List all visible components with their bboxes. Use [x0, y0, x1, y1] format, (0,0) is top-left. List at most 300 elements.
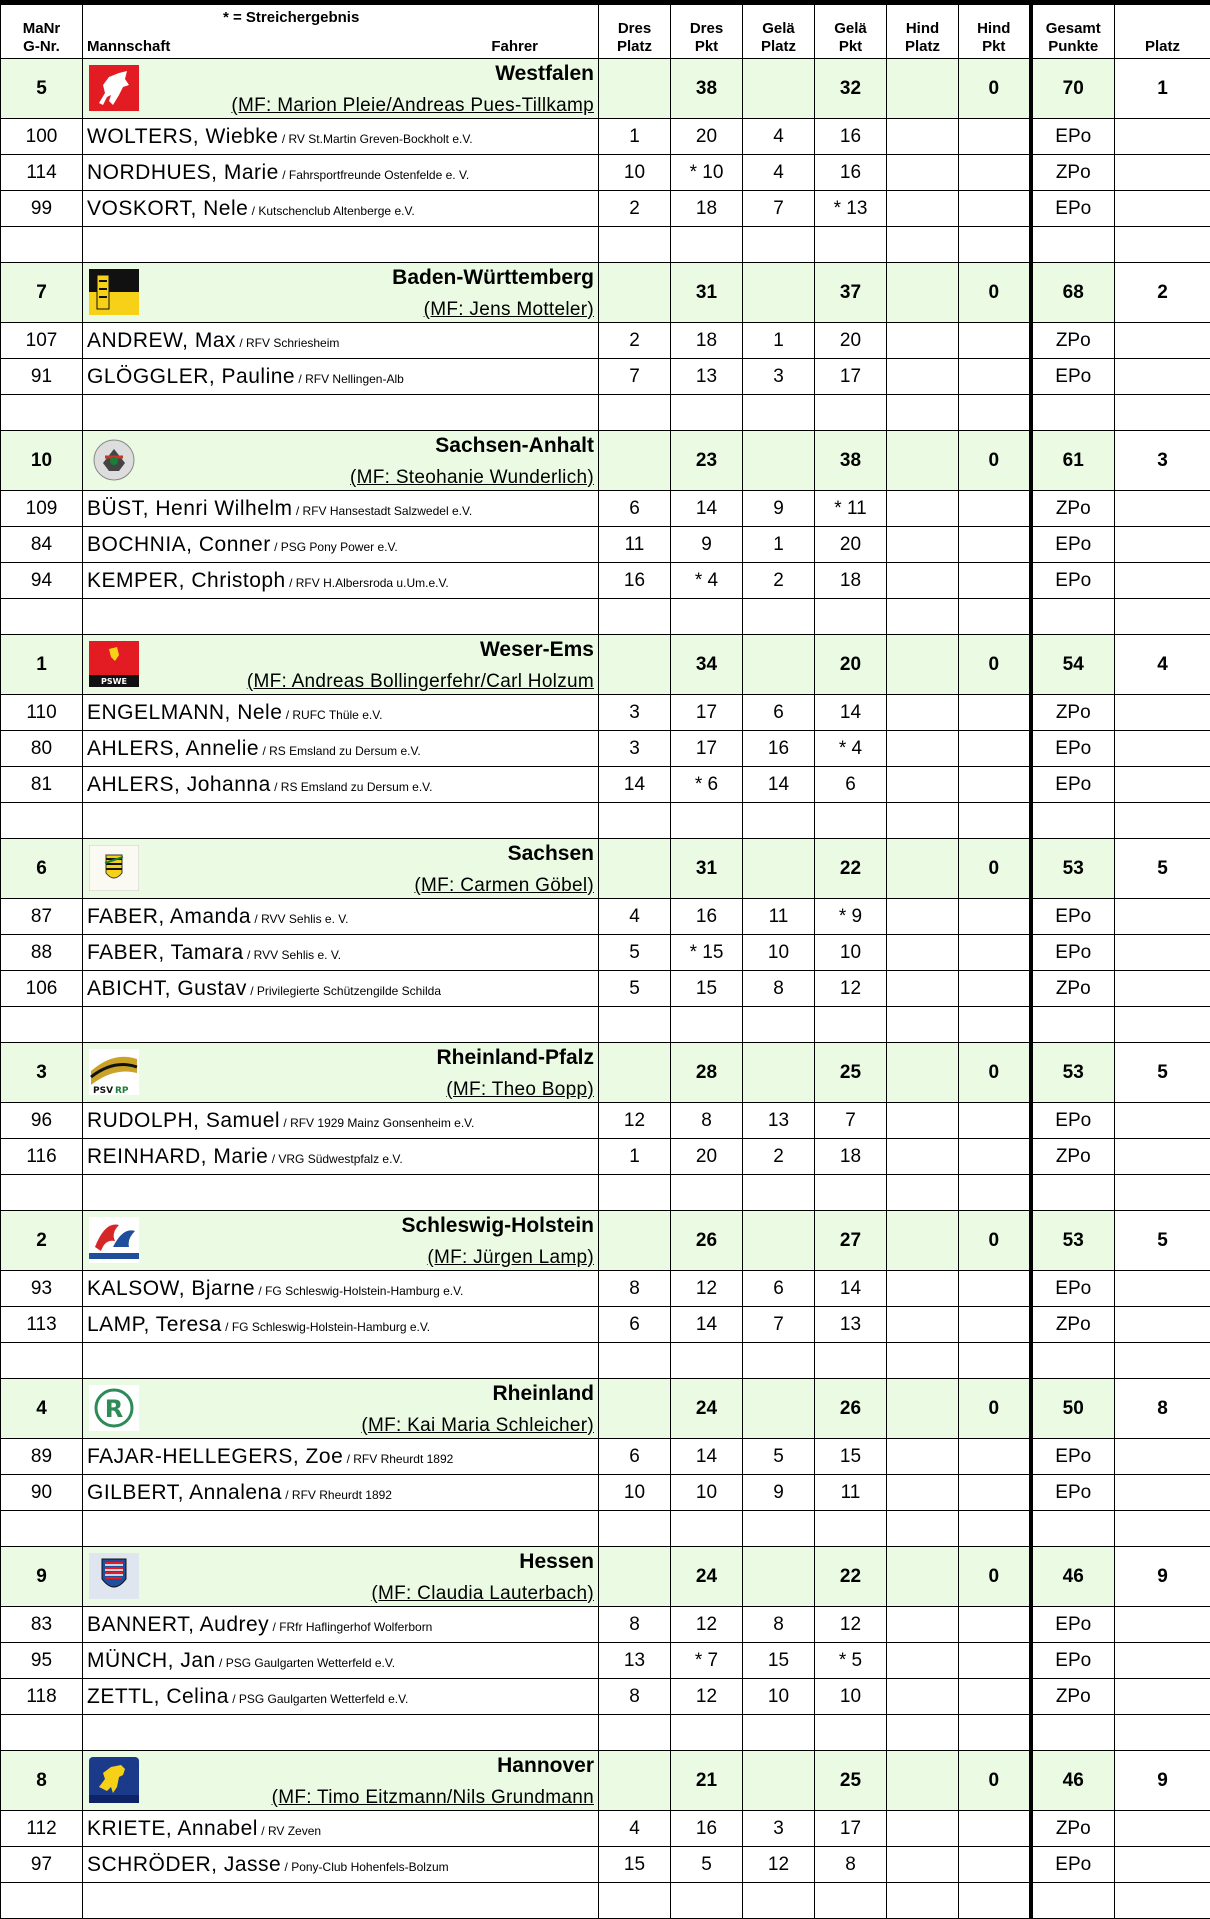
rider-club: / RVV Sehlis e. V.	[244, 948, 341, 962]
rider-club: / RFV H.Albersroda u.Um.e.V.	[286, 576, 449, 590]
empty-cell	[599, 227, 671, 263]
separator-row	[1, 1007, 1210, 1043]
empty-cell	[887, 803, 959, 839]
rider-hind-platz	[887, 1811, 959, 1847]
rider-platz	[1115, 563, 1210, 599]
rider-platz	[1115, 1439, 1210, 1475]
empty-cell	[1115, 803, 1210, 839]
empty-cell	[887, 227, 959, 263]
rider-gela-pkt: * 5	[815, 1643, 887, 1679]
rider-hind-platz	[887, 1439, 959, 1475]
team-gela-pkt: 27	[815, 1211, 887, 1271]
rider-gela-platz: 11	[743, 899, 815, 935]
rider-number: 113	[1, 1307, 83, 1343]
rider-name-cell	[83, 1847, 599, 1883]
team-name: Rheinland	[492, 1382, 594, 1406]
team-platz: 1	[1115, 59, 1210, 119]
empty-cell	[1115, 1715, 1210, 1751]
rider-gela-platz: 4	[743, 155, 815, 191]
empty-cell	[815, 1715, 887, 1751]
rider-name-cell	[83, 1679, 599, 1715]
empty-cell	[743, 803, 815, 839]
team-hind-platz	[887, 59, 959, 119]
team-number: 10	[1, 431, 83, 491]
rider-dres-platz: 8	[599, 1271, 671, 1307]
empty-cell	[1115, 1175, 1210, 1211]
rider-hind-pkt	[959, 1811, 1031, 1847]
team-gela-pkt: 20	[815, 635, 887, 695]
rider-type: ZPo	[1031, 971, 1115, 1007]
rider-gela-platz: 3	[743, 1811, 815, 1847]
rider-club: / RFV Rheurdt 1892	[282, 1488, 392, 1502]
team-number: 7	[1, 263, 83, 323]
rider-hind-pkt	[959, 191, 1031, 227]
rider-type: EPo	[1031, 1847, 1115, 1883]
team-hind-platz	[887, 263, 959, 323]
rider-hind-platz	[887, 1679, 959, 1715]
rider-dres-pkt: 5	[671, 1847, 743, 1883]
empty-cell	[599, 1511, 671, 1547]
rider-hind-platz	[887, 359, 959, 395]
rider-platz	[1115, 527, 1210, 563]
rider-name: SCHRÖDER, Jasse	[87, 1853, 281, 1876]
rider-gela-pkt: * 4	[815, 731, 887, 767]
empty-cell	[743, 1883, 815, 1919]
empty-cell	[1115, 395, 1210, 431]
team-name-cell	[83, 1547, 599, 1607]
rider-hind-pkt	[959, 323, 1031, 359]
rider-gela-platz: 8	[743, 1607, 815, 1643]
rider-number: 106	[1, 971, 83, 1007]
rider-number: 91	[1, 359, 83, 395]
team-gesamt: 70	[1031, 59, 1115, 119]
rider-number: 83	[1, 1607, 83, 1643]
rider-gela-platz: 9	[743, 491, 815, 527]
empty-cell	[959, 1007, 1031, 1043]
team-number: 1	[1, 635, 83, 695]
rider-dres-platz: 13	[599, 1643, 671, 1679]
empty-cell	[815, 803, 887, 839]
team-platz: 5	[1115, 1211, 1210, 1271]
empty-cell	[599, 1007, 671, 1043]
team-number: 5	[1, 59, 83, 119]
rider-dres-platz: 4	[599, 899, 671, 935]
team-platz: 3	[1115, 431, 1210, 491]
rider-dres-platz: 7	[599, 359, 671, 395]
rider-row	[1, 1271, 1210, 1307]
empty-cell	[599, 1175, 671, 1211]
rider-row	[1, 1847, 1210, 1883]
team-manager: (MF: Jens Motteler)	[424, 299, 594, 321]
team-gela-pkt: 26	[815, 1379, 887, 1439]
team-number: 6	[1, 839, 83, 899]
rider-platz	[1115, 191, 1210, 227]
empty-cell	[1, 803, 83, 839]
rider-type: EPo	[1031, 1271, 1115, 1307]
team-platz: 5	[1115, 839, 1210, 899]
empty-cell	[1031, 1715, 1115, 1751]
empty-cell	[743, 1715, 815, 1751]
rider-name-cell	[83, 935, 599, 971]
team-row	[1, 1547, 1210, 1607]
empty-cell	[83, 1175, 599, 1211]
team-gela-platz	[743, 1547, 815, 1607]
svg-text:PSWE: PSWE	[101, 677, 127, 686]
rider-name: KRIETE, Annabel	[87, 1817, 258, 1840]
rider-row	[1, 155, 1210, 191]
rider-gela-platz: 13	[743, 1103, 815, 1139]
team-row	[1, 1043, 1210, 1103]
team-platz: 9	[1115, 1751, 1210, 1811]
empty-cell	[887, 395, 959, 431]
rider-hind-pkt	[959, 359, 1031, 395]
rider-dres-platz: 4	[599, 1811, 671, 1847]
rider-platz	[1115, 359, 1210, 395]
empty-cell	[887, 1511, 959, 1547]
empty-cell	[1031, 599, 1115, 635]
rider-type: EPo	[1031, 359, 1115, 395]
rider-club: / RFV 1929 Mainz Gonsenheim e.V.	[280, 1116, 474, 1130]
rider-name: FAJAR-HELLEGERS, Zoe	[87, 1445, 343, 1468]
team-hind-platz	[887, 635, 959, 695]
empty-cell	[671, 1007, 743, 1043]
team-hind-platz	[887, 1379, 959, 1439]
rider-dres-platz: 10	[599, 155, 671, 191]
team-dres-platz	[599, 635, 671, 695]
rider-type: EPo	[1031, 935, 1115, 971]
separator-row	[1, 1511, 1210, 1547]
rider-platz	[1115, 1475, 1210, 1511]
team-manager: (MF: Jürgen Lamp)	[427, 1247, 594, 1269]
rider-type: ZPo	[1031, 1139, 1115, 1175]
rider-dres-pkt: * 15	[671, 935, 743, 971]
rider-club: / RV Zeven	[258, 1824, 321, 1838]
empty-cell	[1031, 1883, 1115, 1919]
team-gela-platz	[743, 839, 815, 899]
empty-cell	[1031, 227, 1115, 263]
team-dres-platz	[599, 1547, 671, 1607]
empty-cell	[1031, 395, 1115, 431]
rider-number: 96	[1, 1103, 83, 1139]
rider-platz	[1115, 1307, 1210, 1343]
rider-club: / RFV Nellingen-Alb	[295, 372, 404, 386]
team-hind-pkt: 0	[959, 59, 1031, 119]
empty-cell	[959, 1343, 1031, 1379]
rider-row	[1, 563, 1210, 599]
rider-name: BANNERT, Audrey	[87, 1613, 269, 1636]
rider-gela-pkt: 10	[815, 935, 887, 971]
header-dres-pkt: Dres Pkt	[671, 1, 743, 59]
rider-hind-pkt	[959, 1139, 1031, 1175]
rider-platz	[1115, 1607, 1210, 1643]
rider-type: EPo	[1031, 899, 1115, 935]
header-manr: MaNr G-Nr.	[1, 1, 83, 59]
empty-cell	[83, 1715, 599, 1751]
team-gela-pkt: 38	[815, 431, 887, 491]
rider-gela-platz: 4	[743, 119, 815, 155]
team-dres-pkt: 28	[671, 1043, 743, 1103]
rider-gela-pkt: 12	[815, 1607, 887, 1643]
rider-dres-platz: 6	[599, 1439, 671, 1475]
rider-dres-pkt: 14	[671, 491, 743, 527]
rider-type: EPo	[1031, 1475, 1115, 1511]
team-row	[1, 1211, 1210, 1271]
rider-hind-platz	[887, 1271, 959, 1307]
rider-platz	[1115, 695, 1210, 731]
rider-number: 89	[1, 1439, 83, 1475]
team-gela-platz	[743, 263, 815, 323]
rider-gela-platz: 7	[743, 191, 815, 227]
rider-hind-pkt	[959, 1271, 1031, 1307]
rider-dres-platz: 16	[599, 563, 671, 599]
rider-gela-platz: 1	[743, 527, 815, 563]
empty-cell	[743, 1175, 815, 1211]
rider-name: FABER, Tamara	[87, 941, 244, 964]
rider-gela-pkt: 16	[815, 119, 887, 155]
rider-platz	[1115, 1643, 1210, 1679]
rider-number: 84	[1, 527, 83, 563]
rider-number: 90	[1, 1475, 83, 1511]
rider-type: ZPo	[1031, 155, 1115, 191]
rider-row	[1, 1643, 1210, 1679]
rider-gela-platz: 1	[743, 323, 815, 359]
rider-hind-platz	[887, 731, 959, 767]
team-gesamt: 50	[1031, 1379, 1115, 1439]
team-gela-platz	[743, 1379, 815, 1439]
rider-dres-platz: 2	[599, 323, 671, 359]
rider-gela-pkt: 13	[815, 1307, 887, 1343]
team-hind-pkt: 0	[959, 839, 1031, 899]
rider-gela-pkt: 17	[815, 1811, 887, 1847]
rider-type: EPo	[1031, 527, 1115, 563]
svg-text:RP: RP	[115, 1086, 129, 1095]
rider-dres-platz: 8	[599, 1607, 671, 1643]
team-platz: 4	[1115, 635, 1210, 695]
team-dres-platz	[599, 1043, 671, 1103]
empty-cell	[1, 1343, 83, 1379]
team-name: Westfalen	[495, 62, 594, 86]
team-number: 4	[1, 1379, 83, 1439]
rider-gela-platz: 8	[743, 971, 815, 1007]
empty-cell	[815, 599, 887, 635]
empty-cell	[815, 1511, 887, 1547]
rider-gela-platz: 10	[743, 1679, 815, 1715]
empty-cell	[599, 395, 671, 431]
empty-cell	[83, 599, 599, 635]
empty-cell	[743, 1343, 815, 1379]
rider-club: / RS Emsland zu Dersum e.V.	[271, 780, 433, 794]
team-manager: (MF: Theo Bopp)	[446, 1079, 594, 1101]
separator-row	[1, 803, 1210, 839]
rider-gela-pkt: 15	[815, 1439, 887, 1475]
rider-dres-platz: 12	[599, 1103, 671, 1139]
rider-club: / FRfr Haflingerhof Wolferborn	[269, 1620, 432, 1634]
rider-type: EPo	[1031, 191, 1115, 227]
rider-dres-platz: 8	[599, 1679, 671, 1715]
team-gela-platz	[743, 635, 815, 695]
rider-hind-pkt	[959, 731, 1031, 767]
team-name: Hannover	[497, 1754, 594, 1778]
empty-cell	[887, 1883, 959, 1919]
header-gesamt: Gesamt Punkte	[1031, 1, 1115, 59]
rider-row	[1, 1475, 1210, 1511]
empty-cell	[83, 395, 599, 431]
team-dres-platz	[599, 59, 671, 119]
rider-gela-platz: 9	[743, 1475, 815, 1511]
rider-name: ENGELMANN, Nele	[87, 701, 282, 724]
rider-dres-pkt: * 6	[671, 767, 743, 803]
team-gela-pkt: 25	[815, 1043, 887, 1103]
empty-cell	[599, 1883, 671, 1919]
rider-name: KALSOW, Bjarne	[87, 1277, 255, 1300]
rider-gela-pkt: 11	[815, 1475, 887, 1511]
rider-hind-platz	[887, 935, 959, 971]
team-hind-platz	[887, 1751, 959, 1811]
rider-name-cell	[83, 899, 599, 935]
team-hind-platz	[887, 1547, 959, 1607]
rider-dres-pkt: 18	[671, 323, 743, 359]
team-manager: (MF: Andreas Bollingerfehr/Carl Holzum	[247, 671, 594, 693]
team-hind-platz	[887, 1043, 959, 1103]
rider-platz	[1115, 971, 1210, 1007]
team-name-cell	[83, 839, 599, 899]
rider-dres-pkt: 13	[671, 359, 743, 395]
rider-number: 99	[1, 191, 83, 227]
empty-cell	[1031, 1175, 1115, 1211]
team-hind-pkt: 0	[959, 1379, 1031, 1439]
rider-gela-platz: 15	[743, 1643, 815, 1679]
rider-name: ZETTL, Celina	[87, 1685, 229, 1708]
rider-club: / FG Schleswig-Holstein-Hamburg e.V.	[222, 1320, 430, 1334]
rider-type: EPo	[1031, 1643, 1115, 1679]
empty-cell	[83, 227, 599, 263]
rider-club: / PSG Pony Power e.V.	[271, 540, 398, 554]
rider-row	[1, 527, 1210, 563]
rider-hind-platz	[887, 1475, 959, 1511]
rider-name: GILBERT, Annalena	[87, 1481, 282, 1504]
team-gesamt: 54	[1031, 635, 1115, 695]
rider-dres-platz: 3	[599, 695, 671, 731]
rider-type: ZPo	[1031, 323, 1115, 359]
empty-cell	[743, 599, 815, 635]
rider-hind-pkt	[959, 1643, 1031, 1679]
rider-gela-platz: 6	[743, 1271, 815, 1307]
rider-club: / PSG Gaulgarten Wetterfeld e.V.	[229, 1692, 408, 1706]
rider-hind-pkt	[959, 1607, 1031, 1643]
team-dres-pkt: 21	[671, 1751, 743, 1811]
rider-dres-platz: 11	[599, 527, 671, 563]
rider-gela-pkt: * 13	[815, 191, 887, 227]
rider-gela-platz: 14	[743, 767, 815, 803]
rider-name-cell	[83, 971, 599, 1007]
team-dres-platz	[599, 263, 671, 323]
rider-row	[1, 1607, 1210, 1643]
rider-gela-platz: 3	[743, 359, 815, 395]
team-manager: (MF: Marion Pleie/Andreas Pues-Tillkamp	[231, 95, 594, 117]
rider-hind-pkt	[959, 527, 1031, 563]
rider-row	[1, 1679, 1210, 1715]
empty-cell	[83, 1511, 599, 1547]
empty-cell	[671, 227, 743, 263]
rider-hind-platz	[887, 563, 959, 599]
team-manager: (MF: Timo Eitzmann/Nils Grundmann	[272, 1787, 594, 1809]
rider-club: / FG Schleswig-Holstein-Hamburg e.V.	[255, 1284, 463, 1298]
team-manager: (MF: Carmen Göbel)	[414, 875, 594, 897]
empty-cell	[887, 1343, 959, 1379]
header-dres-platz: Dres Platz	[599, 1, 671, 59]
empty-cell	[1115, 1883, 1210, 1919]
rider-hind-pkt	[959, 1679, 1031, 1715]
rider-dres-pkt: 18	[671, 191, 743, 227]
empty-cell	[599, 803, 671, 839]
team-hind-pkt: 0	[959, 1043, 1031, 1103]
team-hind-pkt: 0	[959, 263, 1031, 323]
rider-name: BÜST, Henri Wilhelm	[87, 497, 293, 520]
empty-cell	[671, 1511, 743, 1547]
team-gela-pkt: 22	[815, 1547, 887, 1607]
team-gela-platz	[743, 59, 815, 119]
rider-row	[1, 971, 1210, 1007]
rider-name-cell	[83, 695, 599, 731]
empty-cell	[83, 803, 599, 839]
rider-number: 112	[1, 1811, 83, 1847]
separator-row	[1, 1175, 1210, 1211]
empty-cell	[1115, 1343, 1210, 1379]
team-gesamt: 46	[1031, 1547, 1115, 1607]
team-gela-pkt: 25	[815, 1751, 887, 1811]
rider-row	[1, 1139, 1210, 1175]
rider-club: / RV St.Martin Greven-Bockholt e.V.	[278, 132, 472, 146]
empty-cell	[887, 1715, 959, 1751]
rider-dres-pkt: 14	[671, 1439, 743, 1475]
rider-dres-pkt: 15	[671, 971, 743, 1007]
team-name-cell	[83, 431, 599, 491]
rider-gela-pkt: 8	[815, 1847, 887, 1883]
rider-name-cell	[83, 1811, 599, 1847]
team-hind-pkt: 0	[959, 1547, 1031, 1607]
team-row	[1, 59, 1210, 119]
rider-platz	[1115, 1271, 1210, 1307]
rider-dres-platz: 1	[599, 119, 671, 155]
rider-number: 94	[1, 563, 83, 599]
rider-dres-pkt: 12	[671, 1607, 743, 1643]
rider-dres-pkt: 12	[671, 1679, 743, 1715]
rider-platz	[1115, 767, 1210, 803]
team-number: 8	[1, 1751, 83, 1811]
rider-name: AHLERS, Annelie	[87, 737, 259, 760]
team-row	[1, 263, 1210, 323]
rider-club: / RFV Hansestadt Salzwedel e.V.	[293, 504, 473, 518]
team-gesamt: 61	[1031, 431, 1115, 491]
rider-dres-pkt: 20	[671, 1139, 743, 1175]
rider-hind-platz	[887, 695, 959, 731]
empty-cell	[887, 599, 959, 635]
rider-dres-pkt: 17	[671, 731, 743, 767]
rider-number: 116	[1, 1139, 83, 1175]
rider-name-cell	[83, 1643, 599, 1679]
rider-number: 118	[1, 1679, 83, 1715]
rider-number: 110	[1, 695, 83, 731]
team-manager: (MF: Kai Maria Schleicher)	[361, 1415, 594, 1437]
rider-gela-pkt: * 11	[815, 491, 887, 527]
rider-hind-pkt	[959, 155, 1031, 191]
rider-name-cell	[83, 1139, 599, 1175]
rider-hind-pkt	[959, 1439, 1031, 1475]
team-number: 2	[1, 1211, 83, 1271]
empty-cell	[1031, 1007, 1115, 1043]
rider-row	[1, 491, 1210, 527]
empty-cell	[959, 803, 1031, 839]
